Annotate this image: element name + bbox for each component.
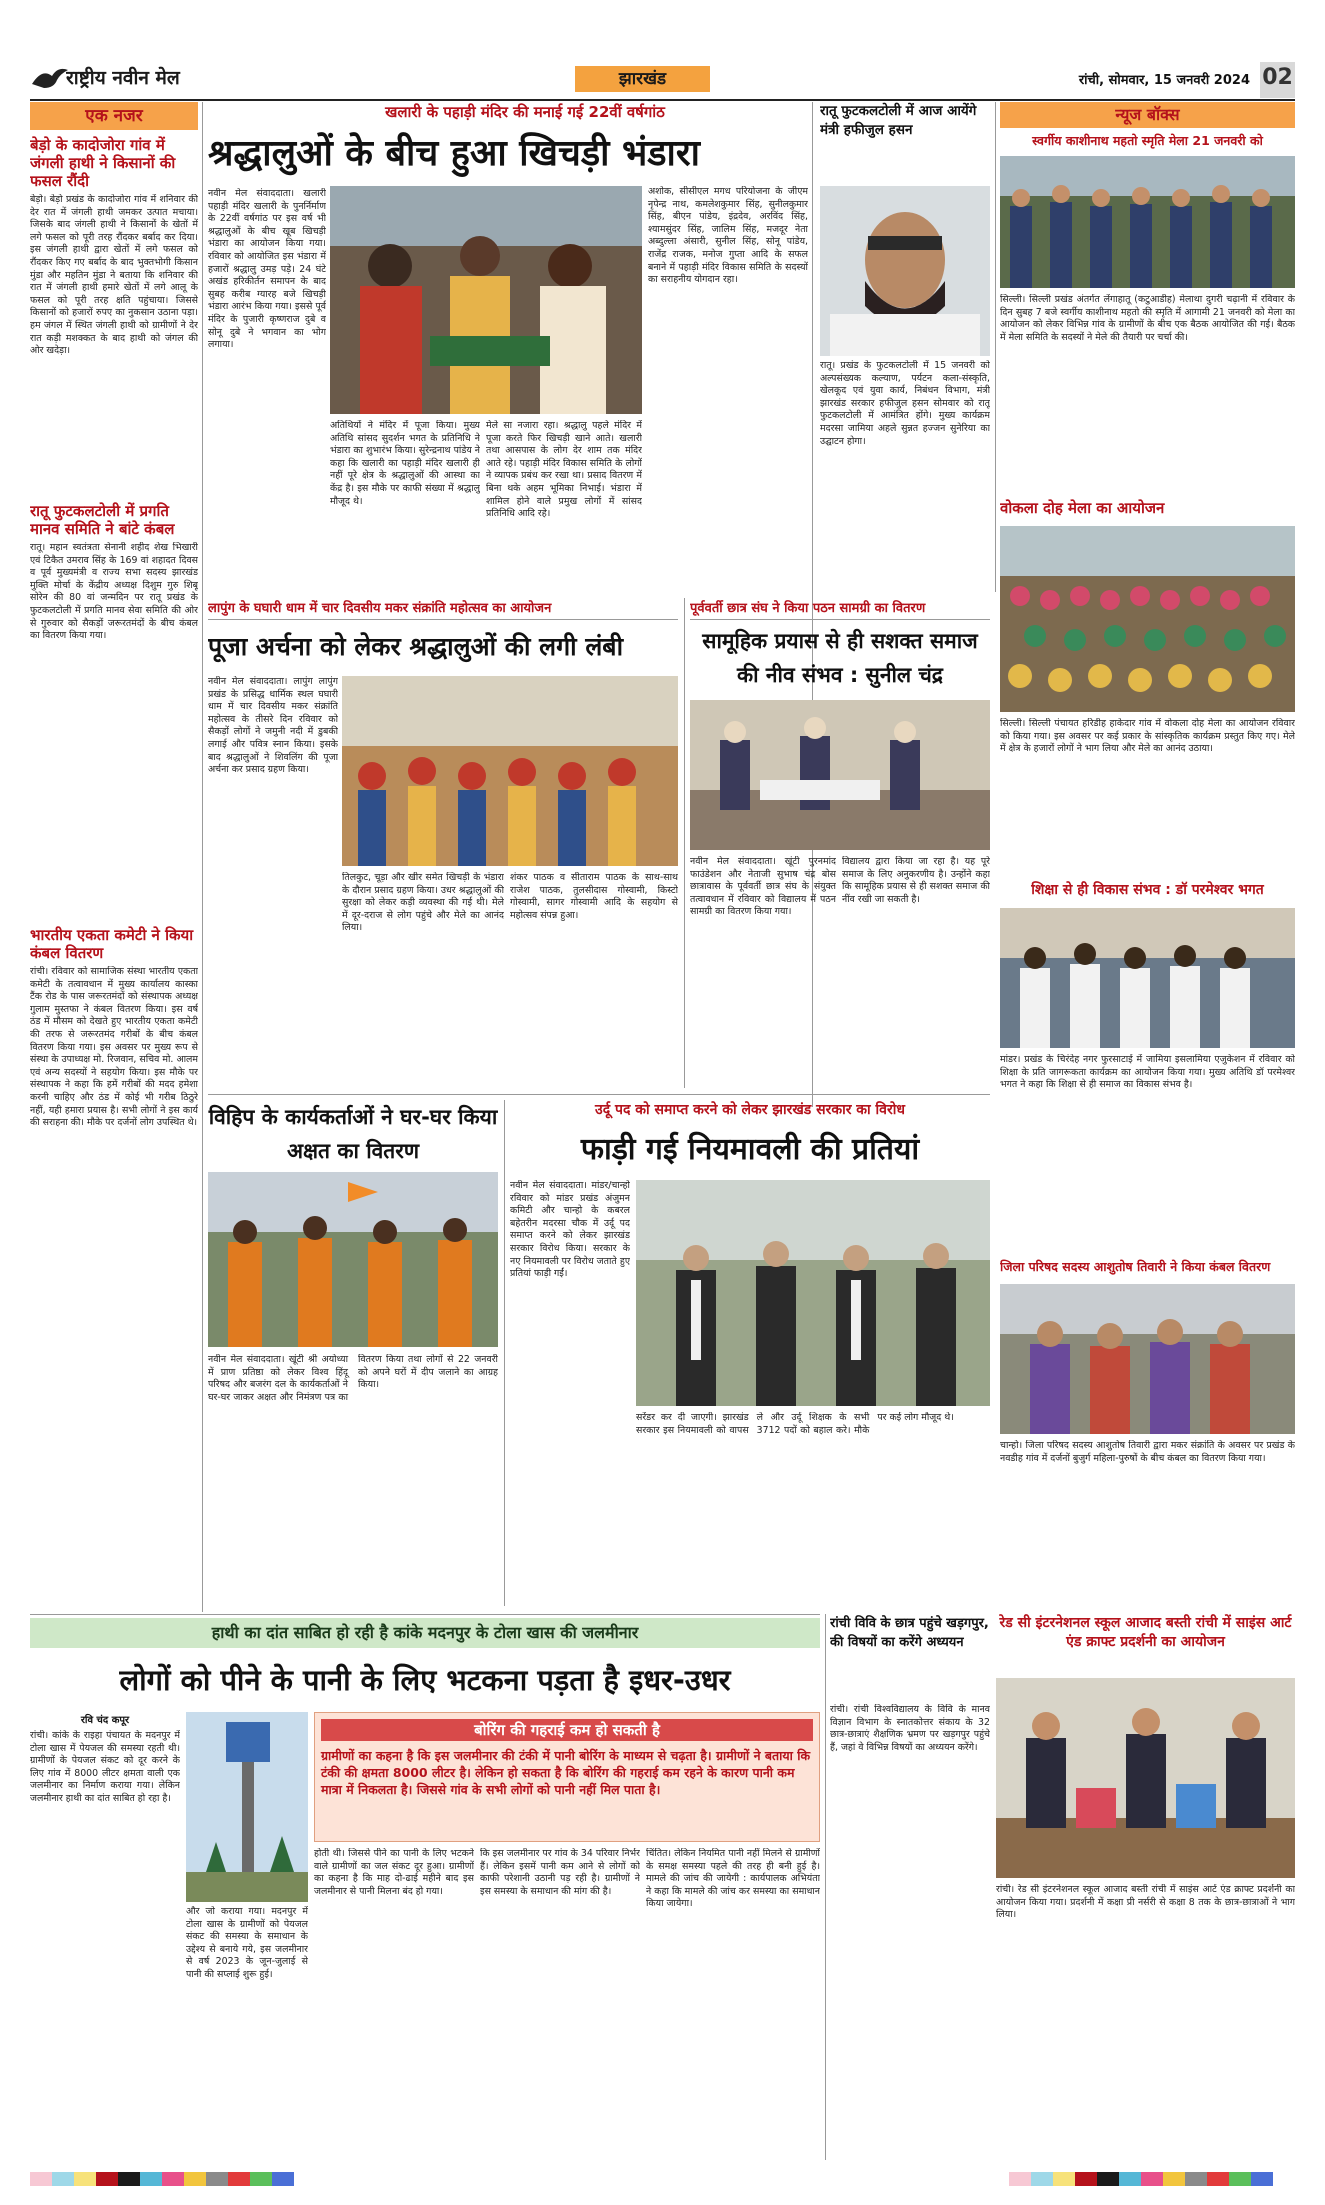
brief-3-headline: भारतीय एकता कमेटी ने किया कंबल वितरण — [30, 926, 194, 962]
news-box-2-body: सिल्ली। सिल्ली पंचायत हरिडीह हाकेदार गांव में वोकला दोह मेला का आयोजन रविवार को किया गया। इस अवसर पर कई प्रकार के सांस्कृतिक कार्यक्रम प्रस्तुत किए गए। मेले में क्षेत्र के हजारों लोगों ने भाग लिया और मेले का आनंद उठाया। — [1000, 718, 1295, 755]
swatch-group — [1009, 2172, 1295, 2186]
news-box-1-body: सिल्ली। सिल्ली प्रखंड अंतर्गत लेंगाहातू (कटुआडीह) मेलाथा दुगरी चढ़ानी में रविवार के दिन सुबह 7 बजे स्वर्गीय काशीनाथ महतो की स्मृति में आगामी 21 जनवरी को मेला का आयोजन को लेकर विभिन्न गांव के ग्रामीणों के बीच एक बैठक आयोजित की गई। बैठक में मेला समिति के सदस्यों ने मेले की तैयारी पर चर्चा की। — [1000, 294, 1295, 343]
story-3-kicker: पूर्ववर्ती छात्र संघ ने किया पठन सामग्री का वितरण — [690, 598, 990, 620]
color-swatch — [184, 2172, 206, 2186]
brief-2-body: रातू। महान स्वतंत्रता सेनानी शहीद शेख भिखारी एवं टिकैत उमराव सिंह के 169 वां शहादत दिवस व पूर्व मुख्यमंत्री व राज्य सभा सदस्य झारखंड मुक्ति मोर्चा के केंद्रीय अध्यक्ष दिशुम गुरु शिबू सोरेन की 80 वां जन्मदिन पर रातू प्रखंड के फुटकलटोली में प्रगति मानव सेवा समिति की ओर से गुरुवार को सैकड़ों जरूरतमंदों के बीच कंबल का वितरण किया गया। — [30, 542, 198, 642]
water-story-body-b: और जो कराया गया। मदनपुर में टोला खास के ग्रामीणों को पेयजल संकट की समस्या के समाधान के उद्देश्य से बनाये गये, इस जलमीनार से वर्ष 2023 के जून-जुलाई से पानी की सप्लाई शुरू हुई। — [186, 1906, 308, 1980]
vhp-akshat-photo — [208, 1172, 498, 1347]
color-swatch — [1229, 2172, 1251, 2186]
page-number: 02 — [1260, 62, 1295, 98]
bottom-section-rule — [30, 1614, 820, 1615]
ranchi-vivi-body: रांची। रांची विश्वविद्यालय के विवि के मानव विज्ञान विभाग के स्नातकोत्तर संकाय के 32 छात्र-छात्राएं शैक्षणिक भ्रमण पर खड़गपुर पहुंचे हैं, जहां वे विभिन्न विषयों का अध्ययन करेंगे। — [830, 1704, 990, 1753]
color-swatch — [1053, 2172, 1075, 2186]
color-swatch — [250, 2172, 272, 2186]
color-swatch — [30, 2172, 52, 2186]
water-story-body-d: कि इस जलमीनार पर गांव के 34 परिवार निर्भर हैं। लेकिन इसमें पानी कम आने से लोगों को काफी परेशानी उठानी पड़ रही है। ग्रामीणों ने इस समस्या के समाधान की मांग की है। — [480, 1848, 640, 1897]
boring-box-title: बोरिंग की गहराई कम हो सकती है — [321, 1719, 813, 1741]
color-swatch — [1097, 2172, 1119, 2186]
water-story-headline: लोगों को पीने के पानी के लिए भटकना पड़ता है इधर-उधर — [119, 1663, 731, 1697]
story-5-body-b: सरेंडर कर दी जाएगी। झारखंड सरकार इस नियमावली को वापस ले और उर्दू शिक्षक के सभी 3712 पदों को बहाल करे। मौके पर कई लोग मौजूद थे। — [636, 1412, 954, 1436]
story-1-headline: श्रद्धालुओं के बीच हुआ खिचड़ी भंडारा — [208, 133, 700, 174]
left-column-divider — [202, 102, 203, 1612]
color-swatch — [1031, 2172, 1053, 2186]
water-story-body-a: रांची। कांके के राइहा पंचायत के मदनपुर में टोला खास में पेयजल की समस्या रहती थी। ग्रामीणों के पेयजल संकट को दूर करने के लिए गांव में 8000 लीटर क्षमता वाली एक जलमीनार का निर्माण कराया गया। लेकिन जलमीनार हाथी का दांत साबित हो रहा है। — [30, 1730, 180, 1804]
right-inner-divider — [995, 102, 996, 592]
brief-1-body: बेड़ो। बेड़ो प्रखंड के कादोजोरा गांव में शनिवार की देर रात में जंगली हाथी जमकर उत्पात मचाया। जिसके बाद जंगली हाथी ने किसानों के खेतों में लगे फसल को पूरी तरह रौंदकर बर्बाद कर दिया। इस जंगली हाथी द्वारा खेतों में लगे फसल को रौंदकर किए गए बर्बाद के बाद भुक्तभोगी किसान मुंडा और महतिन मुंडा ने बताया कि शनिवार की रात में जंगली हाथी हमारे खेतों में लगे आलू के फसल को पूरी तरह क्षति पहुंचाया। जिससे किसानों को हजारों रुपए का नुकसान उठाना पड़ा। हम जंगल में स्थित जंगली हाथी को ग्रामीणों ने देर रात कड़ी मशक्कत के बाद हाथी को जंगल की ओर खदेड़ा। — [30, 194, 198, 357]
water-story-body-c: होती थी। जिससे पीने का पानी के लिए भटकने वाले ग्रामीणों का जल संकट दूर हुआ। ग्रामीणों का कहना है कि माह दो-ढाई महीने बाद इस जलमीनार से पानी मिलना बंद हो गया। — [314, 1848, 474, 1897]
color-swatch — [1141, 2172, 1163, 2186]
color-swatch — [1185, 2172, 1207, 2186]
color-swatch — [294, 2172, 316, 2186]
news-box-4-headline: जिला परिषद सदस्य आशुतोष तिवारी ने किया कंबल वितरण — [1000, 1259, 1271, 1274]
color-swatch — [1119, 2172, 1141, 2186]
news-box-3-body: मांडर। प्रखंड के चिरंदेह नगर फुरसाटाई में जामिया इसलामिया एजुकेशन में रविवार को शिक्षा के प्रति जागरूकता कार्यक्रम का आयोजन किया गया। मुख्य अतिथि डॉ परमेश्वर भगत ने कहा कि शिक्षा से ही समाज का विकास संभव है। — [1000, 1054, 1295, 1091]
footer-color-strip — [30, 2172, 1295, 2186]
ranchi-vivi-headline: रांची विवि के छात्र पहुंचे खड़गपुर, की विषयों का करेंगे अध्ययन — [830, 1616, 989, 1650]
story-1-kicker: खलारी के पहाड़ी मंदिर की मनाई गई 22वीं वर्षगांठ — [385, 103, 665, 121]
color-swatch — [162, 2172, 184, 2186]
story-4-headline: विहिप के कार्यकर्ताओं ने घर-घर किया अक्षत का वितरण — [208, 1105, 498, 1163]
brief-1-headline: बेड़ो के कादोजोरा गांव में जंगली हाथी ने किसानों की फसल रौंदी — [30, 136, 176, 190]
story-1-body-b: अतिथियों ने मंदिर में पूजा किया। मुख्य अतिथि सांसद सुदर्शन भगत के प्रतिनिधि ने भंडारा का शुभारंभ किया। सुरेन्द्रनाथ पांडेय ने कहा कि खलारी का पहाड़ी मंदिर खलारी ही नहीं पूरे क्षेत्र के श्रद्धालुओं की आस्था का केंद्र है। इस मौके पर काफी संख्या में श्रद्धालु मौजूद थे। — [330, 420, 480, 507]
color-swatch — [118, 2172, 140, 2186]
water-story-byline: रवि चंद कपूर — [80, 1715, 130, 1726]
story-2-body-c: शंकर पाठक व सीताराम पाठक के साथ-साथ राजेश पाठक, तुलसीदास गोस्वामी, किस्टो गोस्वामी, सागर गोस्वामी आदि के सहयोग से महोत्सव संपन्न हुआ। — [510, 872, 678, 921]
story-2-body-a: नवीन मेल संवाददाता। लापुंग लापुंग प्रखंड के प्रसिद्ध धार्मिक स्थल घघारी धाम में चार दिवसीय मकर संक्रांति महोत्सव के तीसरे दिन रविवार को सैकड़ों लोगों ने जमुनी नदी में डुबकी लगाई और पवित्र स्नान किया। इसके बाद श्रद्धालुओं ने शिवलिंग की पूजा अर्चना कर प्रसाद ग्रहण किया। — [208, 676, 338, 776]
color-swatch — [1207, 2172, 1229, 2186]
story-5-body: नवीन मेल संवाददाता। मांडर/चान्हो रविवार को मांडर प्रखंड अंजुमन कमिटी और चान्हो के कबरल बहेतरीन मदरसा चौक में उर्दू पद समाप्त करने को लेकर झारखंड सरकार विरोध किया। सरकार के नए नियमावली पर विरोध जताते हुए प्रतियां फाड़ी गईं। — [510, 1180, 630, 1280]
minister-portrait-photo — [820, 186, 990, 356]
minister-headline: रातू फुटकलटोली में आज आयेंगे मंत्री हफीजुल हसन — [820, 103, 977, 138]
color-swatch — [140, 2172, 162, 2186]
bird-logo-icon — [30, 64, 70, 94]
color-swatch — [52, 2172, 74, 2186]
boring-box — [314, 1712, 820, 1842]
shiksha-event-photo — [1000, 908, 1295, 1048]
color-swatches — [30, 2172, 1295, 2186]
swatch-group — [30, 2172, 316, 2186]
water-tower-photo — [186, 1712, 308, 1902]
science-exhibition-photo — [996, 1678, 1295, 1878]
dateline: रांची, सोमवार, 15 जनवरी 2024 — [1078, 73, 1250, 88]
story-3-headline: सामूहिक प्रयास से ही सशक्त समाज की नीव संभव : सुनील चंद्र — [702, 629, 978, 687]
urdu-protest-photo — [636, 1180, 990, 1406]
news-box-tag: न्यूज बॉक्स — [1000, 102, 1295, 128]
story-5-headline: फाड़ी गई नियमावली की प्रतियां — [580, 1132, 920, 1167]
bhandara-photo — [330, 186, 642, 414]
lapung-crowd-photo — [342, 676, 678, 866]
masthead — [30, 62, 1295, 98]
ek-nazar-tag: एक नजर — [30, 102, 198, 130]
kambal-vitaran-photo — [1000, 1284, 1295, 1434]
paper-name: राष्ट्रीय नवीन मेल — [66, 67, 180, 89]
pathan-samagri-photo — [690, 700, 990, 850]
story-1-body-a: नवीन मेल संवाददाता। खलारी पहाड़ी मंदिर खलारी के पुनर्निर्माण के 22वीं वर्षगांठ पर इस वर्ष भी श्रद्धालुओं के बीच खूब खिचड़ी भंडारा का आयोजन किया गया। रविवार को आयोजित इस भंडारा में हजारों श्रद्धालु उमड़ पड़े। 24 घंटे अखंड हरिकीर्तन समापन के बाद सुबह करीब ग्यारह बजे खिचड़ी भंडारा आरंभ किया गया। इससे पूर्व मंदिर के पुजारी कृष्णराज दुबे व सोनू दुबे ने भगवान का भोग लगाया। — [208, 188, 326, 351]
left-column — [30, 102, 198, 1612]
water-story-body-e: चिंतित। लेकिन नियमित पानी नहीं मिलने से ग्रामीणों के समक्ष समस्या पहले की तरह ही बनी हुई है। मामले की जांच की जायेगी : कार्यपालक अभियंता ने कहा कि मामले की जांच कर समस्या का समाधान किया जायेगा। — [646, 1848, 820, 1910]
color-swatch — [1009, 2172, 1031, 2186]
story-2-headline: पूजा अर्चना को लेकर श्रद्धालुओं की लगी लंबी — [208, 632, 624, 661]
color-swatch — [1075, 2172, 1097, 2186]
story-5-kicker: उर्दू पद को समाप्त करने को लेकर झारखंड सरकार का विरोध — [595, 1102, 905, 1118]
color-swatch — [228, 2172, 250, 2186]
story-1-body-c: मेले सा नजारा रहा। श्रद्धालु पहले मंदिर में पूजा करते फिर खिचड़ी खाने आते। खलारी तथा आसपास के लोग देर शाम तक मंदिर आते रहे। पहाड़ी मंदिर विकास समिति के लोगों ने व्यापक प्रबंध कर रखा था। प्रसाद वितरण में बिना थके अहम भूमिका निभाई। भंडारा में शामिल होने वाले प्रमुख लोगों में सांसद प्रतिनिधि आदि रहे। — [486, 420, 642, 520]
color-swatch — [272, 2172, 294, 2186]
minister-body: रातू। प्रखंड के फुटकलटोली में 15 जनवरी को अल्पसंख्यक कल्याण, पर्यटन कला-संस्कृति, खेलकूद एवं युवा कार्य, निबंधन विभाग, मंत्री झारखंड सरकार हफीजुल हसन सोमवार को रातू फुटकलटोली में आमंत्रित होंगे। मुख्य कार्यक्रम मदरसा जामिया अहले सुन्नत हज्जन सुनेरिया का उद्घाटन होगा। — [820, 360, 990, 447]
color-swatch — [74, 2172, 96, 2186]
section-tag: झारखंड — [575, 66, 710, 92]
brief-2-headline: रातू फुटकलटोली में प्रगति मानव समिति ने बांटे कंबल — [30, 502, 175, 538]
red-sea-school-headline: रेड सी इंटरनेशनल स्कूल आजाद बस्ती रांची में साइंस आर्ट एंड क्राफ्ट प्रदर्शनी का आयोजन — [999, 1615, 1292, 1650]
story-2-kicker: लापुंग के घघारी धाम में चार दिवसीय मकर संक्रांति महोत्सव का आयोजन — [208, 598, 678, 620]
bottom-right-divider — [825, 1614, 826, 2160]
story-3-body-b: विद्यालय द्वारा किया जा रहा है। यह पूरे समाज के लिए अनुकरणीय है। उन्होंने कहा कि सामूहिक प्रयास से ही सशक्त समाज की नींव रखी जा सकती है। — [842, 856, 990, 905]
color-swatch — [1273, 2172, 1295, 2186]
water-story-kicker: हाथी का दांत साबित हो रही है कांके मदनपुर के टोला खास की जलमीनार — [30, 1618, 820, 1648]
color-swatch — [1251, 2172, 1273, 2186]
red-sea-school-body: रांची। रेड सी इंटरनेशनल स्कूल आजाद बस्ती रांची में साइंस आर्ट एंड क्राफ्ट प्रदर्शनी का आयोजन किया गया। प्रदर्शनी में कक्षा प्री नर्सरी से कक्षा 8 तक के छात्र-छात्राओं ने भाग लिया। — [996, 1884, 1295, 1921]
story-1-body-d: अशोक, सीसीएल मगध परियोजना के जीएम नृपेन्द्र नाथ, कमलेशकुमार सिंह, सुनीलकुमार सिंह, बीएन पांडेय, इंद्रदेव, अरविंद सिंह, श्यामसुंदर सिंह, जालिम सिंह, मजदूर नेता अब्दुल्ला अंसारी, सुनील सिंह, सोनू पांडेय, राजेंद्र राजक, मनोज गुप्ता आदि के सफल बनाने में पहाड़ी मंदिर विकास समिति के सदस्यों का सराहनीय योगदान रहा। — [648, 186, 808, 286]
story-2-divider — [684, 598, 685, 1088]
news-box-4-body: चान्हो। जिला परिषद सदस्य आशुतोष तिवारी द्वारा मकर संक्रांति के अवसर पर प्रखंड के नवडीह गांव में दर्जनों बुजुर्ग महिला-पुरुषों के बीच कंबल का वितरण किया गया। — [1000, 1440, 1295, 1464]
news-box-2-headline: वोकला दोह मेला का आयोजन — [1000, 499, 1165, 517]
color-swatch — [206, 2172, 228, 2186]
story-4-body: नवीन मेल संवाददाता। खूंटी श्री अयोध्या में प्राण प्रतिष्ठा को लेकर विश्व हिंदू परिषद और बजरंग दल के कार्यकर्ताओं ने घर-घर जाकर अक्षत और निमंत्रण पत्र का वितरण किया तथा लोगों से 22 जनवरी को अपने घरों में दीप जलाने का आग्रह किया। — [208, 1354, 498, 1403]
brief-3-body: रांची। रविवार को सामाजिक संस्था भारतीय एकता कमेटी के तत्वावधान में मुख्य कार्यालय कास्का टैंक रोड के पास जरूरतमंदों को संस्थापक अध्यक्ष गुलाम मुस्तफा ने कंबल वितरण किया। इस वर्ष ठंड में मौसम को देखते हुए भारतीय एकता कमेटी की तरफ से जरूरतमंद गरीबों के बीच कंबल वितरण किया गया। इस अवसर पर मुख्य रूप से संस्था के उपाध्यक्ष मो. रिजवान, सचिव मो. आलम एवं अन्य सदस्यों ने सहयोग किया। इस मौके पर संस्थापक ने कहा कि हमें गरीबों की मदद हमेशा करनी चाहिए और ठंड में कोई भी गरीब ठिठुरे नहीं, यही हमारा प्रयास है। सभी लोगों ने इस कार्य की सराहना की। मौके पर दर्जनों लोग उपस्थित थे। — [30, 966, 198, 1129]
masthead-rule — [30, 99, 1295, 101]
mid-rule — [208, 1094, 990, 1095]
color-swatch — [1163, 2172, 1185, 2186]
story-2-body-b: तिलकुट, चूड़ा और खीर समेत खिचड़ी के भंडारा के दौरान प्रसाद ग्रहण किया। उधर श्रद्धालुओं की सुरक्षा को लेकर कड़ी व्यवस्था की गई थी। मेले में दूर-दराज से लोग पहुंचे और मेले का आनंद लिया। — [342, 872, 504, 934]
mela-meeting-photo — [1000, 156, 1295, 288]
vokla-dih-mela-photo — [1000, 526, 1295, 712]
color-swatch — [96, 2172, 118, 2186]
news-box-1-headline: स्वर्गीय काशीनाथ महतो स्मृति मेला 21 जनवरी को — [1032, 133, 1263, 148]
news-box-3-headline: शिक्षा से ही विकास संभव : डॉ परमेश्वर भगत — [1031, 882, 1264, 898]
story-4-divider — [504, 1100, 505, 1606]
boring-box-body: ग्रामीणों का कहना है कि इस जलमीनार की टंकी में पानी बोरिंग के माध्यम से चढ़ता है। ग्रामीणों ने बताया कि टंकी की क्षमता 8000 लीटर है। लेकिन हो सकता है कि बोरिंग की गहराई कम रहने के कारण पानी कम मात्रा में निकलता है। जिससे गांव के सभी लोगों को पानी नहीं मिल पाता है। — [321, 1748, 811, 1797]
story-3-body-a: नवीन मेल संवाददाता। खूंटी पुरनमांद फाउंडेशन और नेताजी सुभाष चंद्र बोस छात्रावास के पूर्ववर्ती छात्र संघ के संयुक्त तत्वावधान में रविवार को विद्यालय में पठन सामग्री का वितरण किया गया। — [690, 856, 836, 918]
